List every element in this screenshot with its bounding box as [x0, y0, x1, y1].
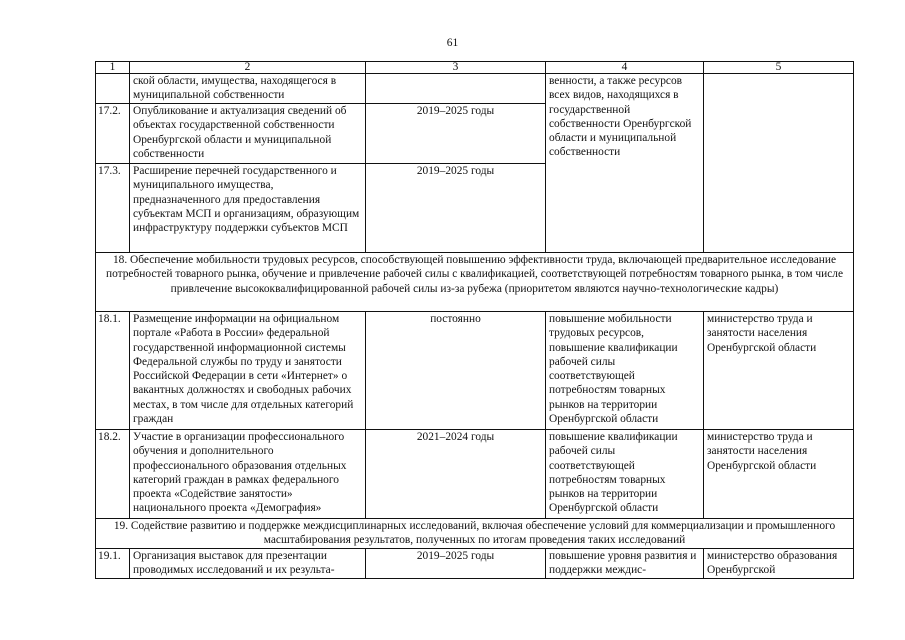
row-result: венности, а также ресурсов всех видов, находящихся в государственной собственности Оренбургской области и муниципальной собственности — [546, 74, 704, 253]
row-number: 18.1. — [96, 312, 130, 430]
header-cell: 1 — [96, 62, 130, 74]
row-result: повышение уровня развития и поддержки междис- — [546, 549, 704, 579]
row-description: Размещение информации на официальном портале «Работа в России» федеральной государственной информационной системы Федеральной службы по труду и занятости Российской Федерации в сети «Интернет» о вакантных должностях и свободных рабочих местах, в том числе для отдельных категорий граждан — [130, 312, 366, 430]
table-row — [96, 430, 854, 519]
row-period: 2021–2024 годы — [366, 430, 546, 519]
row-period — [366, 74, 546, 104]
row-number: 17.3. — [96, 164, 130, 253]
table-row — [96, 549, 854, 579]
row-period: 2019–2025 годы — [366, 104, 546, 164]
section-title: 19. Содействие развитию и поддержке междисциплинарных исследований, включая обеспечение условий для коммерциализации и промышленного масштабирования результатов, полученных по итогам проведения таких исследований — [96, 519, 854, 549]
row-description: ской области, имущества, находящегося в муниципальной собственности — [130, 74, 366, 104]
row-description: Организация выставок для презентации проводимых исследований и их результа- — [130, 549, 366, 579]
section-header-row — [96, 253, 854, 312]
row-period: постоянно — [366, 312, 546, 430]
row-executor — [704, 74, 854, 253]
row-description: Участие в организации профессионального обучения и дополнительного профессионального образования отдельных категорий граждан в рамках федерального проекта «Содействие занятости» национального проекта «Демография» — [130, 430, 366, 519]
header-cell: 4 — [546, 62, 704, 74]
row-number — [96, 74, 130, 104]
row-executor: министерство труда и занятости населения Оренбургской области — [704, 312, 854, 430]
header-cell: 2 — [130, 62, 366, 74]
row-number: 19.1. — [96, 549, 130, 579]
table-header-row — [96, 62, 854, 74]
section-title: 18. Обеспечение мобильности трудовых ресурсов, способствующей повышению эффективности труда, включающей предварительное исследование потребностей товарного рынка, обучение и привлечение рабочей силы с квалификацией, соответствующей потребностям товарного рынка, в том числе привлечение высококвалифицированной рабочей силы из-за рубежа (приоритетом являются научно-технологические кадры) — [96, 253, 854, 312]
row-result: повышение мобильности трудовых ресурсов, повышение квалификации рабочей силы соответствующей потребностям товарных рынков на территории Оренбургской области — [546, 312, 704, 430]
row-number: 18.2. — [96, 430, 130, 519]
section-header-row — [96, 519, 854, 549]
table-row — [96, 312, 854, 430]
row-period: 2019–2025 годы — [366, 549, 546, 579]
row-description: Расширение перечней государственного и муниципального имущества, предназначенного для предоставления субъектам МСП и организациям, образующим инфраструктуру поддержки субъектов МСП — [130, 164, 366, 253]
row-number: 17.2. — [96, 104, 130, 164]
page-number: 61 — [446, 37, 459, 49]
row-executor: министерство труда и занятости населения Оренбургской области — [704, 430, 854, 519]
header-cell: 3 — [366, 62, 546, 74]
row-executor: министерство образования Оренбургской — [704, 549, 854, 579]
table-row — [96, 74, 854, 104]
row-result: повышение квалификации рабочей силы соответствующей потребностям товарных рынков на территории Оренбургской области — [546, 430, 704, 519]
measures-table — [95, 61, 854, 579]
header-cell: 5 — [704, 62, 854, 74]
row-period: 2019–2025 годы — [366, 164, 546, 253]
row-description: Опубликование и актуализация сведений об объектах государственной собственности Оренбургской области и муниципальной собственности — [130, 104, 366, 164]
